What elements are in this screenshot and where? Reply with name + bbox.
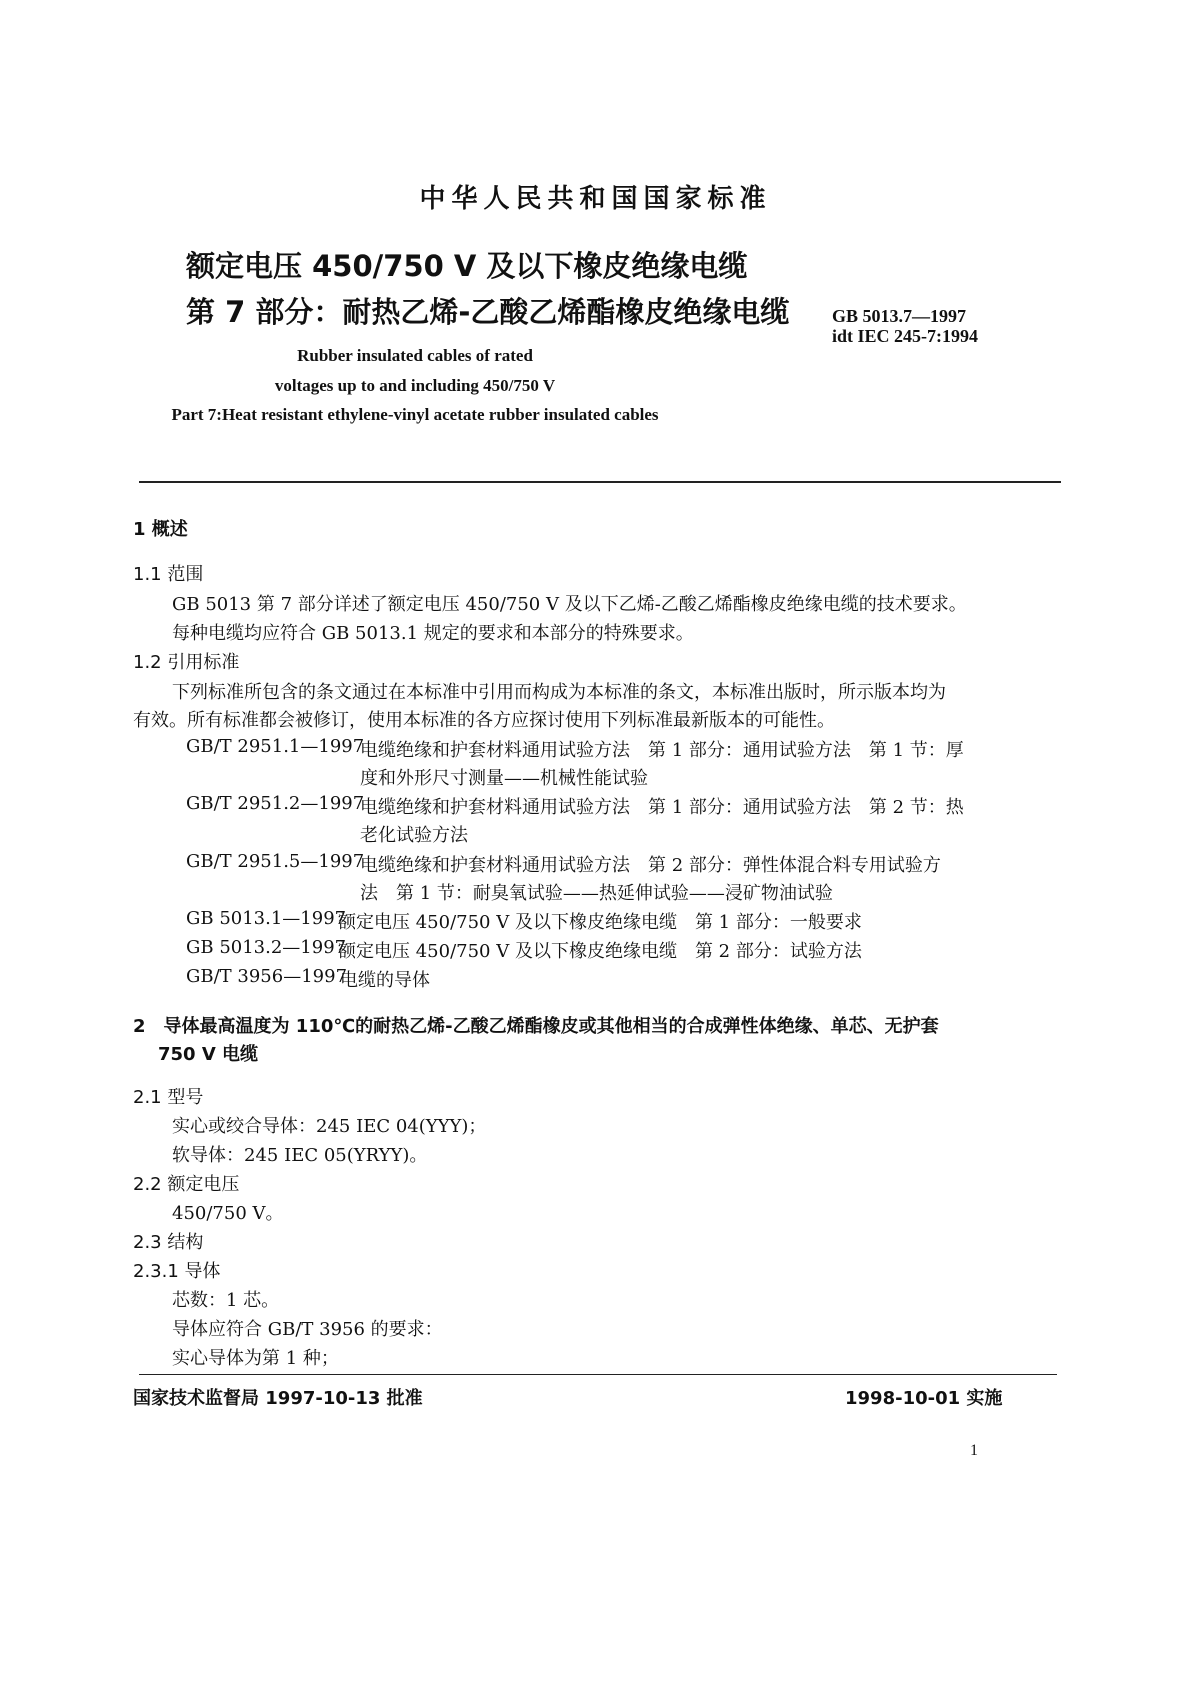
ref-title-line2: 度和外形尺寸测量——机械性能试验 bbox=[360, 768, 648, 789]
ref-code: GB/T 2951.1—1997 bbox=[186, 736, 365, 757]
ref-title-line1: 额定电压 450/750 V 及以下橡皮绝缘电缆 第 2 部分：试验方法 bbox=[338, 941, 862, 962]
title-en-line1: Rubber insulated cables of rated bbox=[297, 346, 533, 365]
ref-title-line2: 法 第 1 节：耐臭氧试验——热延伸试验——浸矿物油试验 bbox=[360, 883, 833, 904]
section-2-3-heading: 2.3 结构 bbox=[133, 1232, 204, 1253]
section-2-1-para1: 实心或绞合导体：245 IEC 04(YYY)； bbox=[172, 1116, 487, 1137]
title-cn-line2: 第 7 部分：耐热乙烯-乙酸乙烯酯橡皮绝缘电缆 bbox=[186, 295, 790, 329]
implementation-date: 1998-10-01 实施 bbox=[845, 1388, 1003, 1409]
ref-code: GB/T 2951.2—1997 bbox=[186, 793, 365, 814]
section-2-2-heading: 2.2 额定电压 bbox=[133, 1174, 240, 1195]
section-2-heading-line2: 750 V 电缆 bbox=[158, 1044, 259, 1065]
ref-title-line1: 电缆绝缘和护套材料通用试验方法 第 1 部分：通用试验方法 第 1 节：厚 bbox=[360, 740, 964, 761]
ref-title-line1: 电缆绝缘和护套材料通用试验方法 第 2 部分：弹性体混合料专用试验方 bbox=[360, 855, 941, 876]
standard-type-heading: 中华人民共和国国家标准 bbox=[419, 184, 772, 214]
ref-title-line1: 电缆的导体 bbox=[340, 970, 430, 991]
section-2-3-1-para3: 实心导体为第 1 种； bbox=[172, 1348, 339, 1369]
section-2-1-para2: 软导体：245 IEC 05(YRYY)。 bbox=[172, 1145, 428, 1166]
ref-title-line1: 电缆绝缘和护套材料通用试验方法 第 1 部分：通用试验方法 第 2 节：热 bbox=[360, 797, 964, 818]
section-1-2-para2: 有效。所有标准都会被修订，使用本标准的各方应探讨使用下列标准最新版本的可能性。 bbox=[133, 710, 835, 731]
section-2-1-heading: 2.1 型号 bbox=[133, 1087, 204, 1108]
section-2-3-1-heading: 2.3.1 导体 bbox=[133, 1261, 221, 1282]
section-2-3-1-para2: 导体应符合 GB/T 3956 的要求： bbox=[172, 1319, 443, 1340]
ref-title-line2: 老化试验方法 bbox=[360, 825, 468, 846]
section-1-heading: 1 概述 bbox=[133, 519, 188, 540]
standard-number: GB 5013.7—1997 bbox=[832, 306, 967, 326]
footer-divider bbox=[139, 1374, 1057, 1375]
section-1-2-para1: 下列标准所包含的条文通过在本标准中引用而构成为本标准的条文，本标准出版时，所示版本均为 bbox=[172, 682, 946, 703]
section-2-2-para1: 450/750 V。 bbox=[172, 1203, 284, 1224]
header-divider bbox=[139, 481, 1061, 483]
section-1-1-para2: 每种电缆均应符合 GB 5013.1 规定的要求和本部分的特殊要求。 bbox=[172, 623, 694, 644]
ref-code: GB 5013.1—1997 bbox=[186, 908, 347, 929]
title-en-line2: voltages up to and including 450/750 V bbox=[274, 376, 556, 395]
ref-code: GB/T 2951.5—1997 bbox=[186, 851, 365, 872]
title-en-line3: Part 7:Heat resistant ethylene-vinyl acetate rubber insulated cables bbox=[171, 405, 659, 424]
section-1-1-heading: 1.1 范围 bbox=[133, 564, 204, 585]
section-2-heading-line1: 2 导体最高温度为 110℃的耐热乙烯-乙酸乙烯酯橡皮或其他相当的合成弹性体绝缘、单芯、无护套 bbox=[133, 1016, 939, 1037]
page-number: 1 bbox=[970, 1442, 978, 1459]
ref-code: GB/T 3956—1997 bbox=[186, 966, 348, 987]
section-1-2-heading: 1.2 引用标准 bbox=[133, 652, 240, 673]
approval-date: 国家技术监督局 1997-10-13 批准 bbox=[133, 1388, 423, 1409]
title-cn-line1: 额定电压 450/750 V 及以下橡皮绝缘电缆 bbox=[186, 249, 748, 283]
section-1-1-para1: GB 5013 第 7 部分详述了额定电压 450/750 V 及以下乙烯-乙酸乙烯酯橡皮绝缘电缆的技术要求。 bbox=[172, 594, 967, 615]
ref-title-line1: 额定电压 450/750 V 及以下橡皮绝缘电缆 第 1 部分：一般要求 bbox=[338, 912, 862, 933]
section-2-3-1-para1: 芯数：1 芯。 bbox=[172, 1290, 280, 1311]
idt-reference: idt IEC 245-7:1994 bbox=[832, 326, 979, 346]
ref-code: GB 5013.2—1997 bbox=[186, 937, 347, 958]
